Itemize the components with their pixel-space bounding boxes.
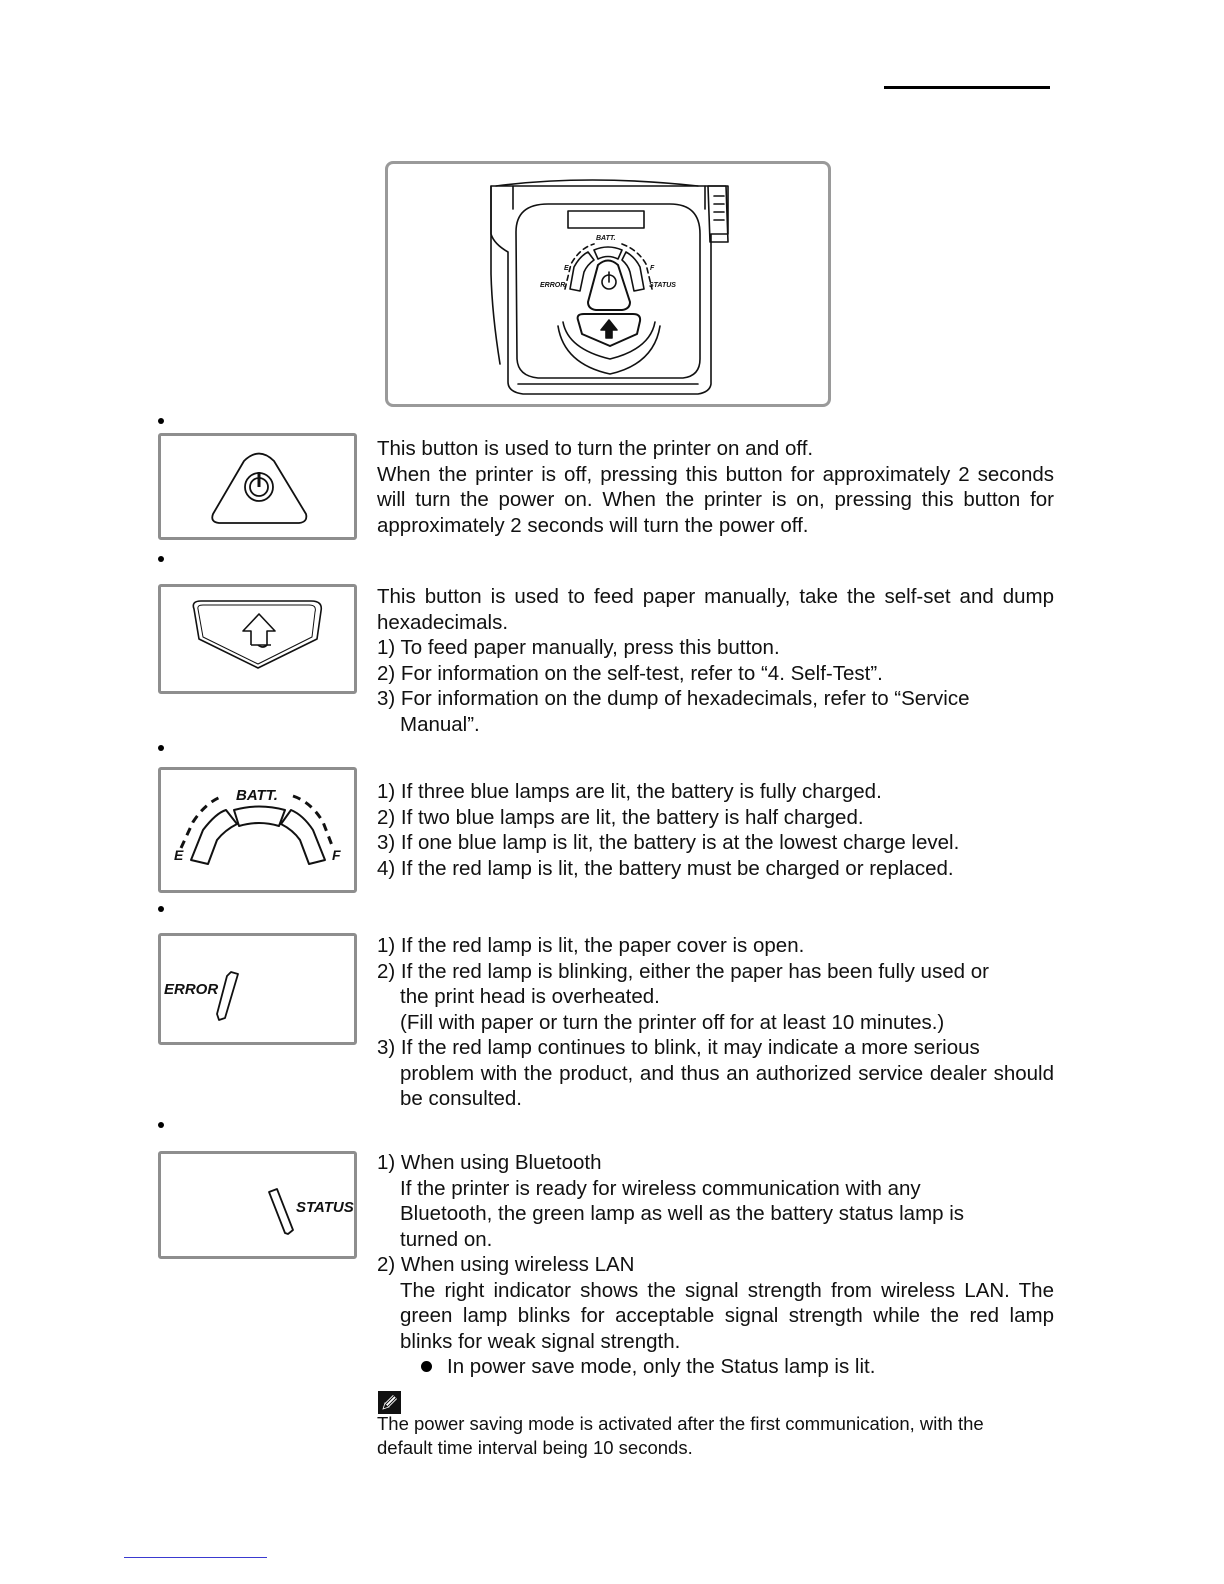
error-text-line: the print head is overheated.	[400, 985, 660, 1008]
power-button-icon	[161, 436, 354, 537]
error-text-line: 3) If the red lamp continues to blink, it may indicate a more serious	[377, 1036, 980, 1059]
header-rule	[884, 86, 1050, 89]
section-bullet	[158, 906, 164, 912]
battery-indicator-icon	[161, 770, 354, 890]
feed-button-icon	[161, 587, 354, 691]
battery-text-line: 2) If two blue lamps are lit, the battery is half charged.	[377, 805, 864, 829]
error-text-line: 1) If the red lamp is lit, the paper cover is open.	[377, 934, 805, 957]
status-text-line: Bluetooth, the green lamp as well as the battery status lamp is	[400, 1202, 965, 1225]
status-text-line: The right indicator shows the signal strength from wireless LAN. The green lamp blinks for acceptable signal strength while the red lamp blinks for weak signal strength.	[400, 1278, 1054, 1353]
e-label: E	[174, 847, 184, 863]
status-text-line: 1) When using Bluetooth	[377, 1151, 602, 1174]
f-label: F	[332, 847, 341, 863]
section-bullet	[158, 418, 164, 424]
figure-status-label: STATUS	[649, 282, 676, 289]
note-line: The power saving mode is activated after the first communication, with the	[377, 1413, 984, 1434]
power-button-description	[377, 436, 1054, 538]
power-text-line: This button is used to turn the printer on and off.	[377, 437, 814, 460]
figure-e-label: E	[564, 265, 569, 272]
feed-text-line: 2) For information on the self-test, refer to “4. Self-Test”.	[377, 661, 883, 685]
status-text-line: 2) When using wireless LAN	[377, 1253, 635, 1276]
power-save-text: In power save mode, only the Status lamp is lit.	[447, 1355, 876, 1378]
error-text-line: (Fill with paper or turn the printer off for at least 10 minutes.)	[400, 1010, 945, 1034]
feed-button-description	[377, 584, 1054, 737]
battery-indicator-description	[377, 779, 1054, 881]
battery-text-line: 1) If three blue lamps are lit, the battery is fully charged.	[377, 780, 882, 803]
status-lamp-description	[377, 1150, 1054, 1380]
figure-f-label: F	[650, 265, 655, 272]
error-text-line: 2) If the red lamp is blinking, either the paper has been fully used or	[377, 959, 989, 983]
battery-indicator-box	[158, 767, 357, 893]
batt-label: BATT.	[236, 787, 278, 804]
error-text-line: problem with the product, and thus an authorized service dealer should be consulted.	[400, 1061, 1054, 1110]
footer-rule	[124, 1557, 267, 1558]
figure-error-label: ERROR	[540, 282, 566, 289]
status-text-line: If the printer is ready for wireless communication with any	[400, 1176, 921, 1200]
figure-batt-label: BATT.	[596, 235, 616, 242]
feed-text-line: Manual”.	[400, 712, 480, 736]
status-text-line: turned on.	[400, 1227, 493, 1251]
status-lamp-icon	[161, 1154, 354, 1256]
error-label: ERROR	[164, 981, 219, 998]
status-label: STATUS	[296, 1199, 354, 1216]
section-bullet	[158, 1122, 164, 1128]
printer-top-illustration	[388, 164, 828, 404]
section-bullet	[158, 556, 164, 562]
power-save-bullet-item	[377, 1354, 1054, 1380]
error-lamp-icon	[161, 936, 354, 1042]
status-lamp-box	[158, 1151, 357, 1259]
power-button-box	[158, 433, 357, 540]
error-lamp-description	[377, 933, 1054, 1112]
section-bullet	[158, 745, 164, 751]
feed-text-line: 1) To feed paper manually, press this button.	[377, 636, 780, 659]
feed-button-box	[158, 584, 357, 694]
error-lamp-box	[158, 933, 357, 1045]
power-text-line: When the printer is off, pressing this button for approximately 2 seconds will turn the power on. When the printer is on, pressing this button for approximately 2 seconds will turn the power off.	[377, 462, 1054, 537]
feed-text-line: 3) For information on the dump of hexadecimals, refer to “Service	[377, 687, 970, 710]
note-text	[377, 1412, 1054, 1460]
bullet-dot-icon	[421, 1361, 432, 1372]
battery-text-line: 4) If the red lamp is lit, the battery must be charged or replaced.	[377, 856, 954, 880]
note-line: default time interval being 10 seconds.	[377, 1437, 693, 1458]
feed-text-line: This button is used to feed paper manually, take the self-set and dump hexadecimals.	[377, 585, 1054, 634]
battery-text-line: 3) If one blue lamp is lit, the battery is at the lowest charge level.	[377, 831, 960, 854]
printer-control-panel-figure	[385, 161, 831, 407]
